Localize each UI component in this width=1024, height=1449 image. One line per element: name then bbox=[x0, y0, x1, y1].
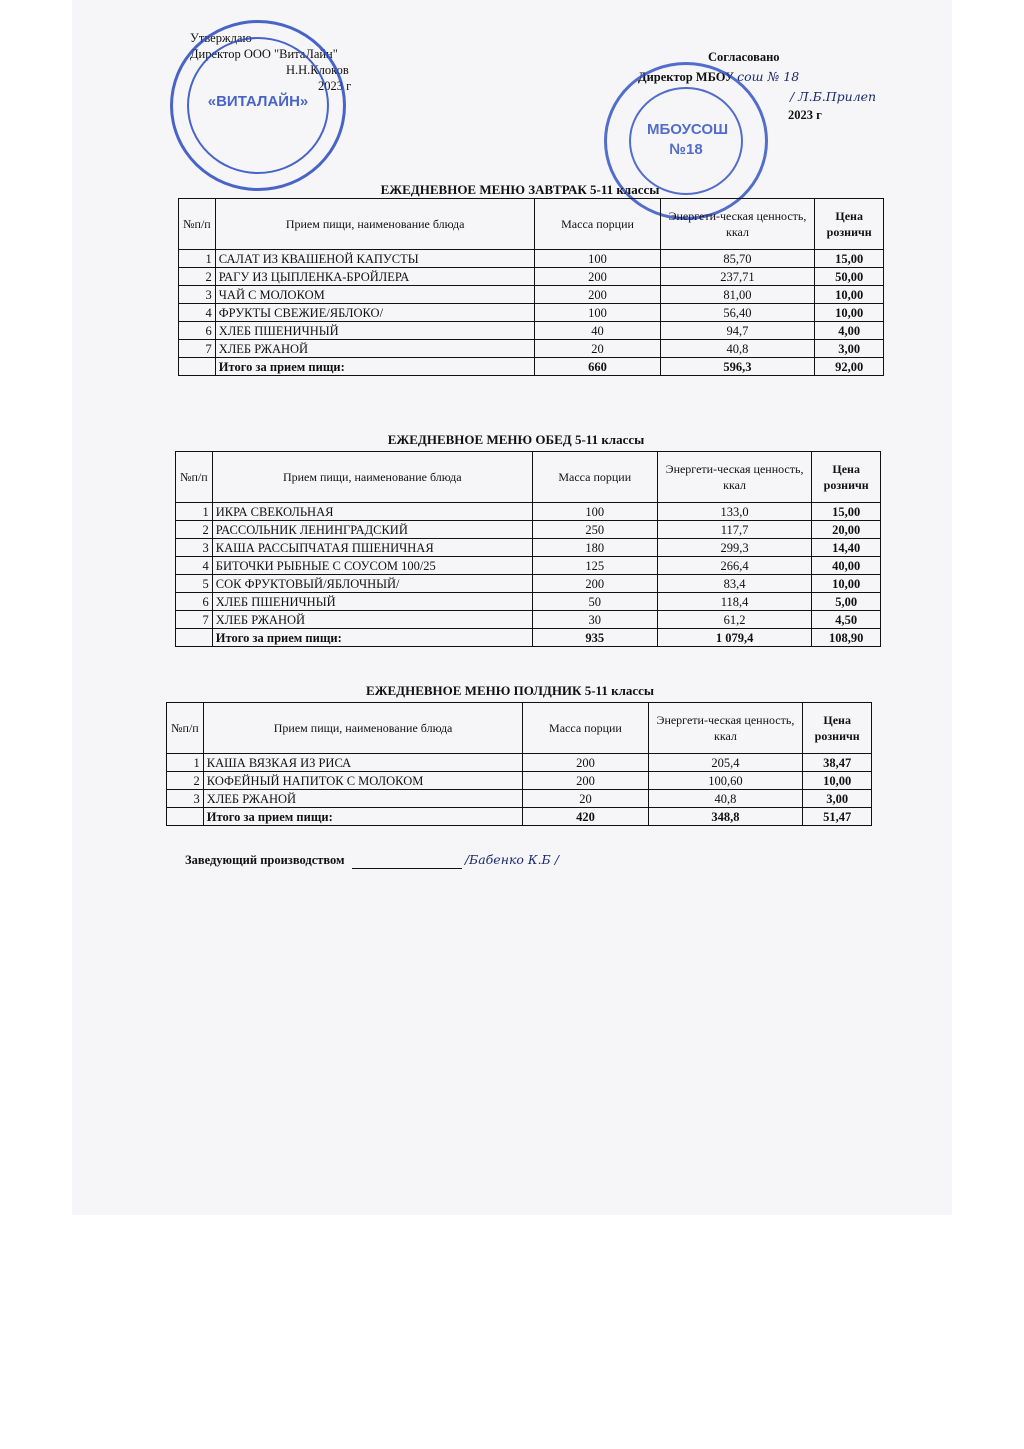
snack-table bbox=[166, 702, 872, 826]
agreement-line-4: 2023 г bbox=[788, 108, 822, 122]
table-row bbox=[179, 250, 884, 268]
row-number: 1 bbox=[176, 503, 213, 521]
portion-mass: 30 bbox=[532, 611, 657, 629]
dish-name: ХЛЕБ ПШЕНИЧНЫЙ bbox=[215, 322, 535, 340]
header-num: №п/п bbox=[167, 703, 204, 754]
company-stamp bbox=[170, 20, 346, 191]
price: 15,00 bbox=[812, 503, 881, 521]
row-number: 1 bbox=[179, 250, 216, 268]
table-row bbox=[179, 340, 884, 358]
footer-signature bbox=[185, 852, 559, 869]
portion-mass: 50 bbox=[532, 593, 657, 611]
total-label: Итого за прием пищи: bbox=[215, 358, 535, 376]
price: 40,00 bbox=[812, 557, 881, 575]
dish-name: САЛАТ ИЗ КВАШЕНОЙ КАПУСТЫ bbox=[215, 250, 535, 268]
header-energy: Энергети-ческая ценность, ккал bbox=[648, 703, 803, 754]
breakfast-title: ЕЖЕДНЕВНОЕ МЕНЮ ЗАВТРАК 5-11 классы bbox=[380, 182, 660, 197]
energy-value: 81,00 bbox=[660, 286, 815, 304]
header-mass: Масса порции bbox=[532, 452, 657, 503]
price: 15,00 bbox=[815, 250, 884, 268]
dish-name: ХЛЕБ РЖАНОЙ bbox=[215, 340, 535, 358]
agreement-line-2-text: Директор МБОУ bbox=[638, 70, 734, 84]
header-price: Цена розничн bbox=[815, 199, 884, 250]
table-row bbox=[176, 521, 881, 539]
row-number: 5 bbox=[176, 575, 213, 593]
total-label: Итого за прием пищи: bbox=[212, 629, 532, 647]
portion-mass: 180 bbox=[532, 539, 657, 557]
header-energy: Энергети-ческая ценность, ккал bbox=[657, 452, 812, 503]
table-row bbox=[167, 772, 872, 790]
dish-name: ФРУКТЫ СВЕЖИЕ/ЯБЛОКО/ bbox=[215, 304, 535, 322]
header-name: Прием пищи, наименование блюда bbox=[212, 452, 532, 503]
table-total-row bbox=[179, 358, 884, 376]
portion-mass: 200 bbox=[523, 772, 648, 790]
energy-value: 40,8 bbox=[648, 790, 803, 808]
energy-value: 299,3 bbox=[657, 539, 812, 557]
portion-mass: 40 bbox=[535, 322, 660, 340]
dish-name: КОФЕЙНЫЙ НАПИТОК С МОЛОКОМ bbox=[203, 772, 523, 790]
portion-mass: 200 bbox=[535, 268, 660, 286]
agreement-line-2-handwriting: сош № 18 bbox=[737, 69, 800, 84]
portion-mass: 20 bbox=[535, 340, 660, 358]
row-number: 2 bbox=[176, 521, 213, 539]
row-number: 4 bbox=[179, 304, 216, 322]
row-number: 6 bbox=[176, 593, 213, 611]
energy-value: 83,4 bbox=[657, 575, 812, 593]
total-price: 51,47 bbox=[803, 808, 872, 826]
header-name: Прием пищи, наименование блюда bbox=[203, 703, 523, 754]
approval-line-3: Н.Н.Клоков bbox=[286, 63, 349, 77]
header-name: Прием пищи, наименование блюда bbox=[215, 199, 535, 250]
header-mass: Масса порции bbox=[535, 199, 660, 250]
energy-value: 56,40 bbox=[660, 304, 815, 322]
table-row bbox=[179, 322, 884, 340]
energy-value: 118,4 bbox=[657, 593, 812, 611]
row-number: 3 bbox=[167, 790, 204, 808]
table-row bbox=[167, 790, 872, 808]
table-row bbox=[176, 575, 881, 593]
total-empty-cell bbox=[167, 808, 204, 826]
portion-mass: 200 bbox=[523, 754, 648, 772]
row-number: 3 bbox=[176, 539, 213, 557]
energy-value: 237,71 bbox=[660, 268, 815, 286]
table-row bbox=[176, 593, 881, 611]
approval-line-4: 2023 г bbox=[318, 79, 352, 93]
signature-name: /Бабенко К.Б / bbox=[464, 852, 559, 867]
price: 10,00 bbox=[815, 286, 884, 304]
energy-value: 100,60 bbox=[648, 772, 803, 790]
dish-name: КАША ВЯЗКАЯ ИЗ РИСА bbox=[203, 754, 523, 772]
header-num: №п/п bbox=[176, 452, 213, 503]
total-empty-cell bbox=[176, 629, 213, 647]
price: 38,47 bbox=[803, 754, 872, 772]
price: 10,00 bbox=[803, 772, 872, 790]
row-number: 2 bbox=[179, 268, 216, 286]
table-row bbox=[176, 611, 881, 629]
table-row bbox=[179, 304, 884, 322]
energy-value: 40,8 bbox=[660, 340, 815, 358]
agreement-line-1: Согласовано bbox=[708, 50, 780, 64]
row-number: 7 bbox=[179, 340, 216, 358]
energy-value: 205,4 bbox=[648, 754, 803, 772]
portion-mass: 200 bbox=[532, 575, 657, 593]
lunch-table bbox=[175, 451, 881, 647]
header-mass: Масса порции bbox=[523, 703, 648, 754]
dish-name: ИКРА СВЕКОЛЬНАЯ bbox=[212, 503, 532, 521]
dish-name: СОК ФРУКТОВЫЙ/ЯБЛОЧНЫЙ/ bbox=[212, 575, 532, 593]
header-price: Цена розничн bbox=[812, 452, 881, 503]
price: 3,00 bbox=[803, 790, 872, 808]
row-number: 2 bbox=[167, 772, 204, 790]
energy-value: 266,4 bbox=[657, 557, 812, 575]
total-mass: 420 bbox=[523, 808, 648, 826]
signature-line bbox=[352, 853, 462, 869]
snack-title: ЕЖЕДНЕВНОЕ МЕНЮ ПОЛДНИК 5-11 классы bbox=[365, 683, 655, 698]
total-mass: 660 bbox=[535, 358, 660, 376]
total-energy: 348,8 bbox=[648, 808, 803, 826]
row-number: 7 bbox=[176, 611, 213, 629]
agreement-line-3-handwriting: / Л.Б.Прилеп bbox=[790, 89, 877, 104]
dish-name: ХЛЕБ ПШЕНИЧНЫЙ bbox=[212, 593, 532, 611]
portion-mass: 100 bbox=[535, 250, 660, 268]
energy-value: 85,70 bbox=[660, 250, 815, 268]
portion-mass: 125 bbox=[532, 557, 657, 575]
company-stamp-text: «ВИТАЛАЙН» bbox=[207, 93, 309, 110]
table-row bbox=[179, 268, 884, 286]
header-price: Цена розничн bbox=[803, 703, 872, 754]
approval-line-2: Директор ООО "ВитаЛайн" bbox=[190, 47, 338, 61]
energy-value: 94,7 bbox=[660, 322, 815, 340]
price: 3,00 bbox=[815, 340, 884, 358]
table-row bbox=[176, 539, 881, 557]
table-header-row bbox=[167, 703, 872, 754]
header-num: №п/п bbox=[179, 199, 216, 250]
footer-label: Заведующий производством bbox=[185, 853, 345, 867]
table-total-row bbox=[176, 629, 881, 647]
dish-name: РАССОЛЬНИК ЛЕНИНГРАДСКИЙ bbox=[212, 521, 532, 539]
price: 4,00 bbox=[815, 322, 884, 340]
total-price: 108,90 bbox=[812, 629, 881, 647]
price: 5,00 bbox=[812, 593, 881, 611]
total-price: 92,00 bbox=[815, 358, 884, 376]
dish-name: ХЛЕБ РЖАНОЙ bbox=[203, 790, 523, 808]
dish-name: ХЛЕБ РЖАНОЙ bbox=[212, 611, 532, 629]
table-row bbox=[176, 557, 881, 575]
lunch-title: ЕЖЕДНЕВНОЕ МЕНЮ ОБЕД 5-11 классы bbox=[387, 432, 645, 447]
breakfast-table bbox=[178, 198, 884, 376]
total-energy: 596,3 bbox=[660, 358, 815, 376]
dish-name: БИТОЧКИ РЫБНЫЕ С СОУСОМ 100/25 bbox=[212, 557, 532, 575]
dish-name: ЧАЙ С МОЛОКОМ bbox=[215, 286, 535, 304]
header-energy: Энергети-ческая ценность, ккал bbox=[660, 199, 815, 250]
energy-value: 61,2 bbox=[657, 611, 812, 629]
approval-line-1: Утверждаю bbox=[190, 31, 252, 45]
energy-value: 117,7 bbox=[657, 521, 812, 539]
dish-name: КАША РАССЫПЧАТАЯ ПШЕНИЧНАЯ bbox=[212, 539, 532, 557]
price: 4,50 bbox=[812, 611, 881, 629]
row-number: 6 bbox=[179, 322, 216, 340]
energy-value: 133,0 bbox=[657, 503, 812, 521]
table-header-row bbox=[179, 199, 884, 250]
price: 20,00 bbox=[812, 521, 881, 539]
portion-mass: 100 bbox=[535, 304, 660, 322]
portion-mass: 20 bbox=[523, 790, 648, 808]
total-mass: 935 bbox=[532, 629, 657, 647]
table-row bbox=[179, 286, 884, 304]
school-stamp-text: МБОУСОШ №18 bbox=[647, 121, 729, 158]
table-total-row bbox=[167, 808, 872, 826]
total-energy: 1 079,4 bbox=[657, 629, 812, 647]
table-row bbox=[176, 503, 881, 521]
row-number: 1 bbox=[167, 754, 204, 772]
price: 50,00 bbox=[815, 268, 884, 286]
total-empty-cell bbox=[179, 358, 216, 376]
total-label: Итого за прием пищи: bbox=[203, 808, 523, 826]
portion-mass: 100 bbox=[532, 503, 657, 521]
row-number: 4 bbox=[176, 557, 213, 575]
price: 10,00 bbox=[812, 575, 881, 593]
table-row bbox=[167, 754, 872, 772]
table-header-row bbox=[176, 452, 881, 503]
price: 10,00 bbox=[815, 304, 884, 322]
row-number: 3 bbox=[179, 286, 216, 304]
dish-name: РАГУ ИЗ ЦЫПЛЕНКА-БРОЙЛЕРА bbox=[215, 268, 535, 286]
price: 14,40 bbox=[812, 539, 881, 557]
portion-mass: 250 bbox=[532, 521, 657, 539]
portion-mass: 200 bbox=[535, 286, 660, 304]
